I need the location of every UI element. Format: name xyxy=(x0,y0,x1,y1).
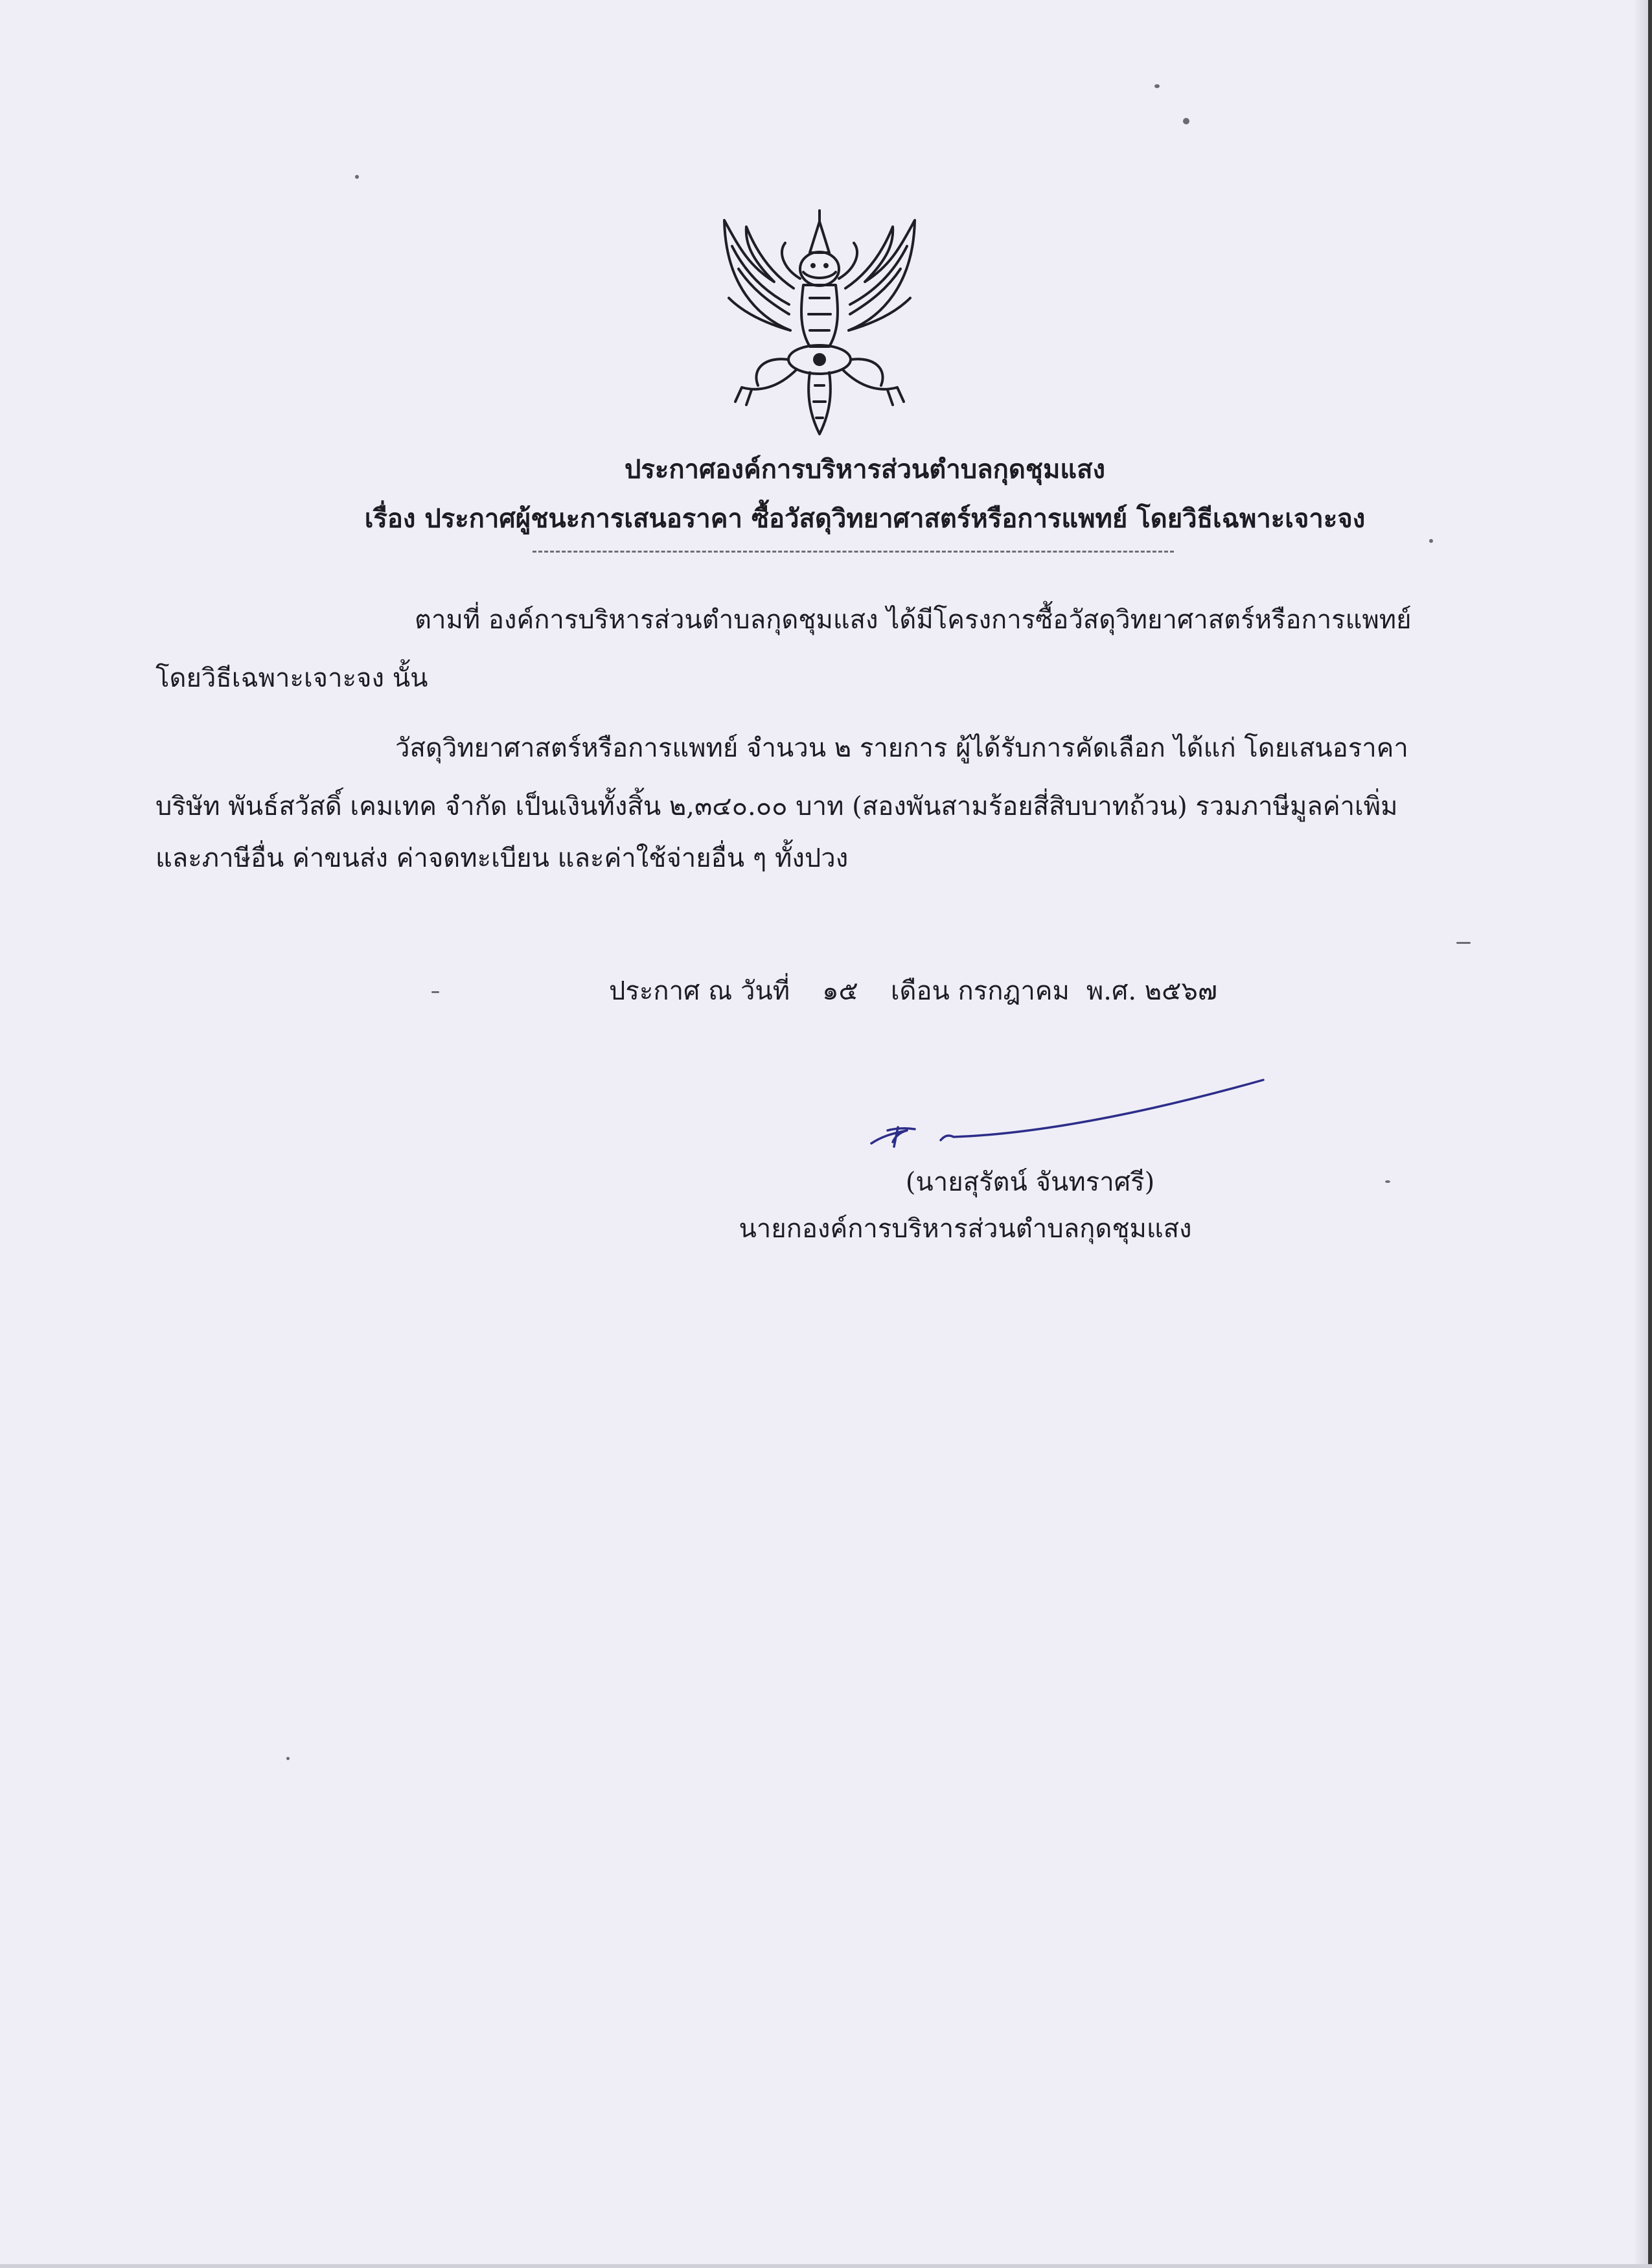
scan-shadow xyxy=(1634,0,1648,2268)
scan-speck xyxy=(286,1757,290,1760)
document-title: ประกาศองค์การบริหารส่วนตำบลกุดชุมแสง xyxy=(624,454,1106,485)
paragraph-2-line-1: วัสดุวิทยาศาสตร์หรือการแพทย์ จำนวน ๒ รายการ ผู้ได้รับการคัดเลือก ได้แก่ โดยเสนอราคา xyxy=(395,733,1408,763)
scan-edge-bottom xyxy=(0,2264,1652,2268)
date-year: พ.ศ. ๒๕๖๗ xyxy=(1086,976,1217,1006)
scan-speck xyxy=(1429,539,1433,543)
scan-speck xyxy=(1385,1180,1390,1183)
garuda-emblem-icon xyxy=(713,207,926,441)
paragraph-2-line-2: บริษัท พันธ์สวัสดิ์ เคมเทค จำกัด เป็นเงินทั้งสิ้น ๒,๓๔๐.๐๐ บาท (สองพันสามร้อยสี่สิบบาทถ้วน) รวมภาษีมูลค่าเพิ่ม xyxy=(155,792,1398,821)
scan-speck xyxy=(355,175,359,179)
paragraph-1-line-1: ตามที่ องค์การบริหารส่วนตำบลกุดชุมแสง ได้มีโครงการซื้อวัสดุวิทยาศาสตร์หรือการแพทย์ xyxy=(415,605,1412,635)
title-separator xyxy=(533,551,1174,553)
signatory-position: นายกองค์การบริหารส่วนตำบลกุดชุมแสง xyxy=(739,1214,1192,1244)
paragraph-2-line-3: และภาษีอื่น ค่าขนส่ง ค่าจดทะเบียน และค่าใช้จ่ายอื่น ๆ ทั้งปวง xyxy=(155,843,849,873)
date-day: ๑๕ xyxy=(822,976,858,1006)
scan-speck xyxy=(1456,942,1471,944)
handwritten-signature xyxy=(862,1066,1276,1156)
scan-speck xyxy=(431,991,439,993)
scan-edge-right xyxy=(1648,0,1652,2268)
scan-speck xyxy=(1183,118,1189,124)
date-prefix: ประกาศ ณ วันที่ xyxy=(609,976,790,1006)
scan-speck xyxy=(1154,84,1160,88)
document-subject: เรื่อง ประกาศผู้ชนะการเสนอราคา ซื้อวัสดุวิทยาศาสตร์หรือการแพทย์ โดยวิธีเฉพาะเจาะจง xyxy=(364,503,1366,534)
announcement-date xyxy=(609,965,1217,1017)
date-month: เดือน กรกฎาคม xyxy=(890,976,1070,1006)
paragraph-1-line-2: โดยวิธีเฉพาะเจาะจง นั้น xyxy=(155,663,428,693)
signatory-name: (นายสุรัตน์ จันทราศรี) xyxy=(905,1167,1155,1197)
